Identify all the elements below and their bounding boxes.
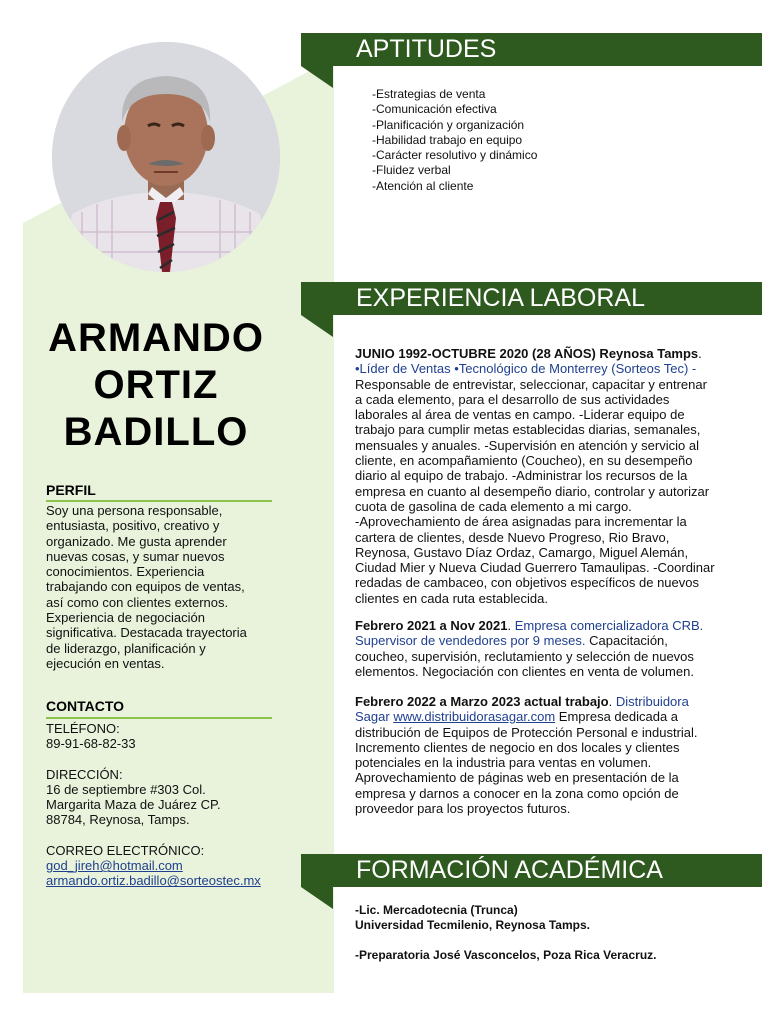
job-line: Reynosa, Gustavo Díaz Ordaz, Camargo, Miguel Alemán, — [355, 544, 689, 560]
job-line: trabajo para cumplir metas establecidas diarias, semanales, — [355, 422, 701, 438]
job-line: -Aprovechamiento de área asignadas para incrementar la — [355, 514, 687, 530]
job-date: Febrero 2021 a Nov 2021 — [355, 618, 508, 633]
skill-item: -Carácter resolutivo y dinámico — [372, 148, 538, 163]
contact-info — [46, 721, 274, 889]
job-line: potenciales en la industria para ventas en volumen. — [355, 755, 652, 771]
job-date-period: . — [698, 346, 702, 361]
profile-line: trabajando con equipos de ventas, — [46, 579, 245, 595]
job-role: •Líder de Ventas •Tecnológico de Monterrey (Sorteos Tec) - — [355, 361, 697, 377]
skill-item: -Atención al cliente — [372, 178, 474, 193]
spacer — [46, 828, 274, 843]
job-line: laborales al área de ventas en campo. -Liderar equipo de — [355, 407, 685, 423]
job-line: a cada elemento, para el desarrollo de sus actividades — [355, 391, 670, 407]
education-item: -Lic. Mercadotecnia (Trunca) — [355, 903, 518, 917]
email-link-work[interactable]: armando.ortiz.badillo@sorteostec.mx — [46, 873, 261, 889]
profile-line: así como con clientes externos. — [46, 594, 229, 610]
job-line: cliente, en acompañamiento (Coucheo), en su desempeño — [355, 453, 693, 469]
job-line: diario al equipo de trabajo. -Administrar los recursos de la — [355, 468, 688, 484]
job-line: Capacitación, — [585, 633, 668, 649]
skills-list — [372, 87, 537, 194]
job-line: coucheo, supervisión, reclutamiento y selección de nuevos — [355, 648, 694, 664]
aptitudes-header: APTITUDES — [301, 33, 762, 66]
profile-line: significativa. Destacada trayectoria — [46, 625, 247, 641]
education-header: FORMACIÓN ACADÉMICA — [301, 854, 762, 887]
skill-item: -Estrategias de venta — [372, 87, 486, 101]
email-link-personal[interactable]: god_jireh@hotmail.com — [46, 858, 183, 874]
skill-item: -Habilidad trabajo en equipo — [372, 132, 523, 147]
profile-divider — [46, 500, 272, 502]
phone-label: TELÉFONO: — [46, 721, 120, 736]
contact-divider — [46, 717, 272, 719]
skill-item: -Comunicación efectiva — [372, 102, 497, 117]
job-role: Supervisor de vendedores por 9 meses. — [355, 633, 586, 649]
job-entry-2 — [355, 618, 730, 679]
job-line: mensuales y anuales. -Supervisión en atención y servicio al — [355, 437, 699, 453]
contact-title: CONTACTO — [46, 698, 125, 714]
job-line: Aprovechamiento de páginas web en presentación de la — [355, 770, 679, 786]
name-line: ARMANDO — [48, 316, 264, 360]
profile-title: PERFIL — [46, 482, 96, 498]
job-line: cartera de clientes, desde Nuevo Progreso, Rio Bravo, — [355, 529, 670, 545]
company-website-link[interactable]: www.distribuidorasagar.com — [393, 709, 556, 725]
address-label: DIRECCIÓN: — [46, 766, 123, 782]
job-line: clientes en cada ruta establecida. — [355, 590, 548, 606]
profile-line: Experiencia de negociación — [46, 610, 205, 626]
job-company: Distribuidora — [612, 694, 689, 709]
job-line: Empresa dedicada a — [555, 709, 679, 725]
education-item: Universidad Tecmilenio, Reynosa Tamps. — [355, 918, 590, 932]
address-line: 88784, Reynosa, Tamps. — [46, 812, 190, 828]
job-entry-1 — [355, 346, 730, 606]
job-line: redadas de cambaceo, con objetivos específicos de nuevos — [355, 575, 699, 591]
job-line: distribución de Equipos de Protección Personal e industrial. — [355, 724, 698, 740]
job-date: JUNIO 1992-OCTUBRE 2020 (28 AÑOS) Reynosa Tamps — [355, 346, 699, 361]
full-name — [40, 315, 272, 456]
profile-line: de liderazgo, planificación y — [46, 640, 206, 656]
profile-line: conocimientos. Experiencia — [46, 564, 205, 580]
skill-item: -Planificación y organización — [372, 117, 525, 132]
spacer — [46, 752, 274, 767]
job-company: Sagar — [355, 709, 394, 725]
email-label: CORREO ELECTRÓNICO: — [46, 842, 205, 858]
profile-line: entusiasta, positivo, creativo y — [46, 518, 220, 534]
profile-line: ejecución en ventas. — [46, 655, 165, 671]
education-item: -Preparatoria José Vasconcelos, Poza Rica Veracruz. — [355, 948, 657, 962]
profile-line: organizado. Me gusta aprender — [46, 533, 227, 549]
profile-line: Soy una persona responsable, — [46, 503, 223, 518]
experience-header: EXPERIENCIA LABORAL — [301, 282, 762, 315]
spacer — [355, 933, 656, 948]
job-entry-3 — [355, 694, 730, 816]
job-line: cuota de gasolina de cada elemento a mi cargo. — [355, 498, 632, 514]
job-company: Empresa comercializadora CRB. — [511, 618, 704, 633]
education-list — [355, 903, 656, 963]
job-line: elementos. Negociación con clientes en venta de volumen. — [355, 663, 694, 679]
name-line: ORTIZ — [93, 363, 219, 407]
job-line: Responsable de entrevistar, seleccionar, capacitar y entrenar — [355, 376, 707, 392]
profile-photo — [52, 42, 280, 272]
profile-text — [46, 503, 274, 671]
phone-number: 89-91-68-82-33 — [46, 736, 136, 752]
address-line: 16 de septiembre #303 Col. — [46, 781, 206, 797]
job-line: Ciudad Mier y Nueva Ciudad Guerrero Tamaulipas. -Coordinar — [355, 560, 715, 576]
job-line: empresa en cuanto al desempeño diario, controlar y autorizar — [355, 483, 710, 499]
name-line: BADILLO — [63, 410, 249, 454]
job-line: empresa y darnos a conocer en la zona como opción de — [355, 785, 679, 801]
profile-line: nuevas cosas, y sumar nuevos — [46, 548, 225, 564]
job-date-period: . — [608, 694, 613, 709]
skill-item: -Fluidez verbal — [372, 163, 451, 178]
job-line: Incremento clientes de negocio en dos locales y clientes — [355, 739, 680, 755]
job-line: proveedor para los proyectos futuros. — [355, 801, 571, 817]
address-line: Margarita Maza de Juárez CP. — [46, 797, 221, 813]
job-date: Febrero 2022 a Marzo 2023 actual trabajo — [355, 694, 609, 709]
job-date-period: . — [507, 618, 512, 633]
